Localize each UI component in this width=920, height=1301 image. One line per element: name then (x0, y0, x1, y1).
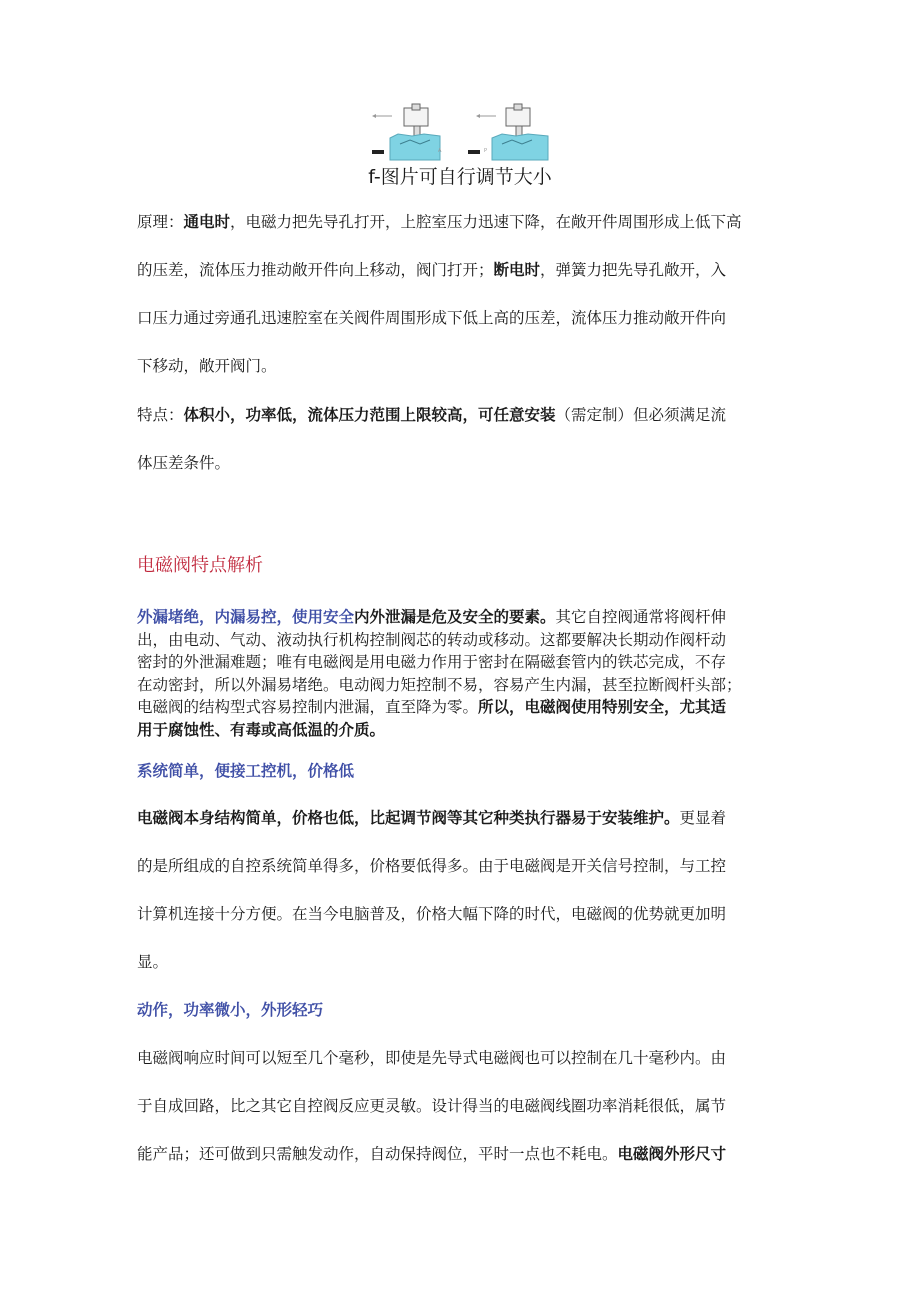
leak-line-4: 在动密封，所以外漏易堵绝。电动阀力矩控制不易，容易产生内漏，甚至拉断阀杆头部； (137, 675, 742, 694)
de-energized-label: 断电时 (493, 261, 541, 279)
system-line-3: 计算机连接十分方便。在当今电脑普及，价格大幅下降的时代，电磁阀的优势就更加明 (137, 905, 727, 923)
leak-line-2: 出，由电动、气动、液动执行机构控制阀芯的转动或移动。这都要解决长期动作阀杆动 (137, 630, 727, 649)
action-line-3: 能产品；还可做到只需触发动作，自动保持阀位，平时一点也不耗电。电磁阀外形尺寸 (137, 1145, 727, 1163)
svg-text:A: A (438, 148, 442, 154)
figure-caption: f-图片可自行调节大小 (368, 166, 552, 188)
leak-subheading: 外漏堵绝，内漏易控，使用安全 (137, 608, 355, 626)
action-subheading: 动作，功率微小，外形轻巧 (137, 1001, 324, 1019)
action-line-2: 于自成回路，比之其它自控阀反应更灵敏。设计得当的电磁阀线圈功率消耗很低，属节 (137, 1097, 727, 1115)
system-line-2: 的是所组成的自控系统简单得多，价格要低得多。由于电磁阀是开关信号控制，与工控 (137, 857, 727, 875)
system-line-4: 显。 (137, 953, 169, 971)
leak-line-3: 密封的外泄漏难题；唯有电磁阀是用电磁力作用于密封在隔磁套管内的铁芯完成，不存 (137, 653, 727, 671)
leak-line-1: 外漏堵绝，内漏易控，使用安全内外泄漏是危及安全的要素。其它自控阀通常将阀杆伸 (137, 608, 727, 626)
energized-label: 通电时 (183, 213, 231, 231)
system-paragraph (137, 807, 787, 999)
leak-line-5: 电磁阀的结构型式容易控制内泄漏，直至降为零。所以，电磁阀使用特别安全，尤其适 (137, 698, 727, 716)
action-line-1: 电磁阀响应时间可以短至几个毫秒，即使是先导式电磁阀也可以控制在几十毫秒内。由 (137, 1049, 727, 1067)
valve-diagram-open (372, 104, 442, 160)
leak-line-6: 用于腐蚀性、有毒或高低温的介质。 (137, 720, 386, 739)
features-line-1: 特点：体积小，功率低，流体压力范围上限较高，可任意安装（需定制）但必须满足流 (137, 406, 727, 424)
valve-diagram-closed (468, 104, 548, 160)
valve-diagram-image (368, 100, 552, 164)
principle-line-4: 下移动，敞开阀门。 (137, 357, 277, 375)
svg-text:P: P (484, 148, 488, 154)
features-paragraph (137, 404, 787, 500)
section-heading: 电磁阀特点解析 (137, 555, 263, 576)
leak-paragraph (137, 606, 787, 741)
features-line-2: 体压差条件。 (137, 454, 231, 472)
system-subheading: 系统简单，便接工控机，价格低 (137, 762, 355, 780)
principle-line-1: 原理：通电时，电磁力把先导孔打开，上腔室压力迅速下降，在敞开件周围形成上低下高 (137, 213, 742, 231)
system-line-1: 电磁阀本身结构简单，价格也低，比起调节阀等其它种类执行器易于安装维护。更显着 (137, 809, 727, 827)
principle-line-3: 口压力通过旁通孔迅速腔室在关阀件周围形成下低上高的压差，流体压力推动敞开件向 (137, 309, 727, 327)
principle-paragraph (137, 211, 787, 403)
principle-line-2: 的压差，流体压力推动敞开件向上移动，阀门打开；断电时，弹簧力把先导孔敞开，入 (137, 261, 727, 279)
action-paragraph (137, 1047, 787, 1191)
